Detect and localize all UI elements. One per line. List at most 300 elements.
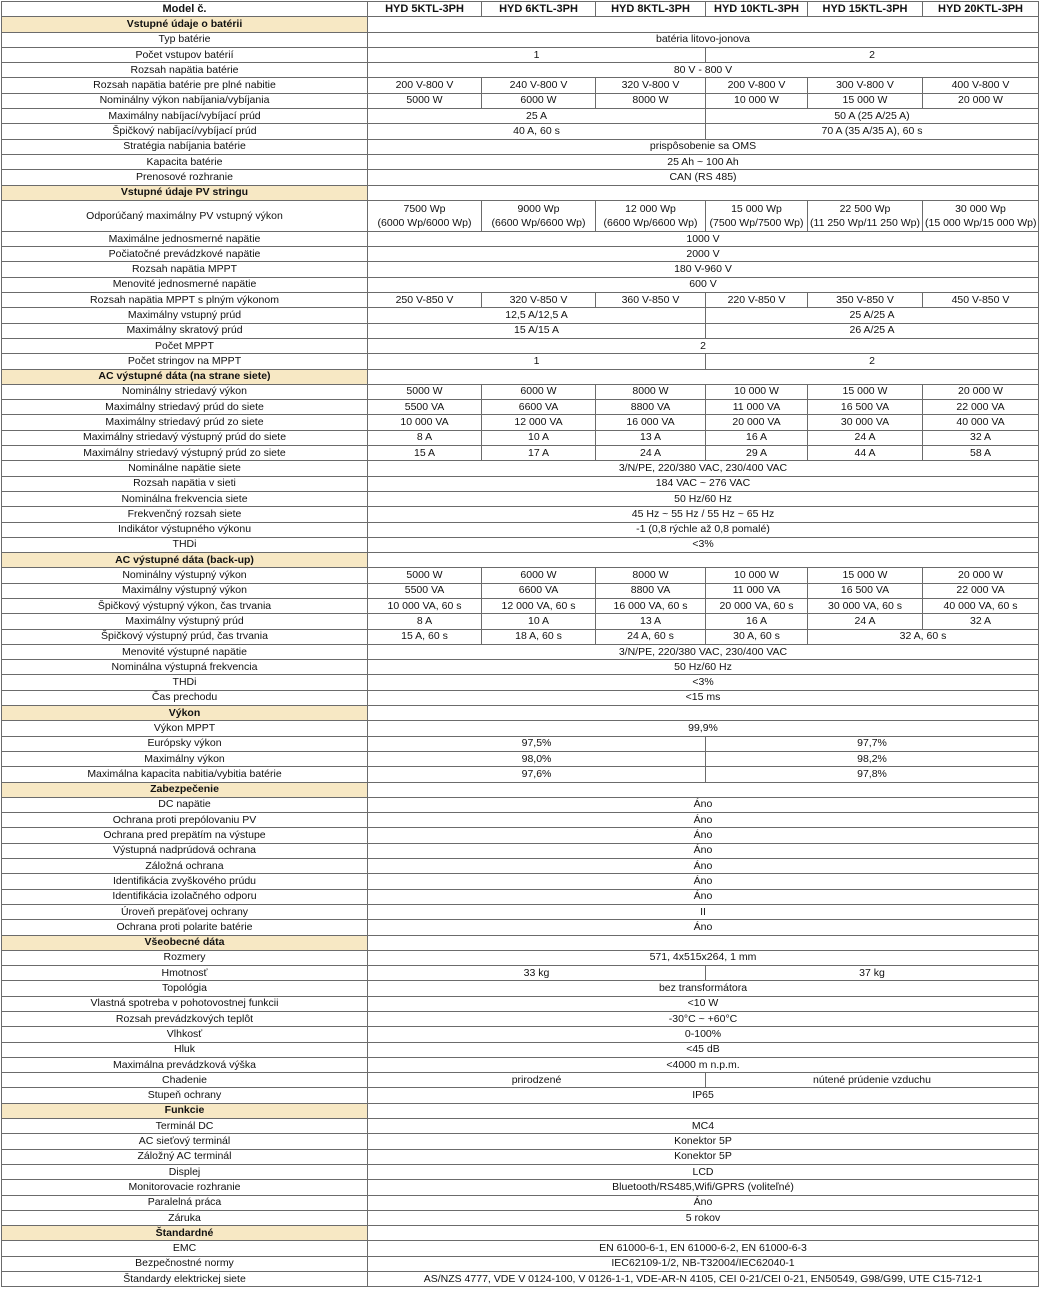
spec-row <box>2 629 1039 644</box>
spec-value: Áno <box>368 920 1039 935</box>
spec-label: Špičkový výstupný výkon, čas trvania <box>2 598 368 613</box>
spec-row <box>2 950 1039 965</box>
spec-value-line1: 30 000 Wp <box>955 202 1006 215</box>
spec-row <box>2 124 1039 139</box>
section-header-row <box>2 17 1039 32</box>
spec-value: 10 A <box>482 430 596 445</box>
spec-value: 16 A <box>706 614 808 629</box>
spec-row <box>2 247 1039 262</box>
spec-row <box>2 660 1039 675</box>
spec-row <box>2 338 1039 353</box>
model-label-header: Model č. <box>2 2 368 17</box>
spec-value <box>808 200 923 231</box>
spec-value: Áno <box>368 797 1039 812</box>
spec-value: <10 W <box>368 996 1039 1011</box>
spec-value: 250 V-850 V <box>368 293 482 308</box>
spec-value: 24 A <box>596 446 706 461</box>
spec-label: Maximálny skratový prúd <box>2 323 368 338</box>
spec-value: 360 V-850 V <box>596 293 706 308</box>
spec-label: Rozsah napätia MPPT <box>2 262 368 277</box>
spec-value: 400 V-800 V <box>923 78 1039 93</box>
spec-value: 50 Hz/60 Hz <box>368 491 1039 506</box>
section-filler <box>368 935 1039 950</box>
spec-label: Výkon MPPT <box>2 721 368 736</box>
section-title: Zabezpečenie <box>2 782 368 797</box>
section-title: Funkcie <box>2 1103 368 1118</box>
spec-label: Maximálna kapacita nabitia/vybitia batérie <box>2 767 368 782</box>
section-header-row <box>2 185 1039 200</box>
header-row <box>2 2 1039 17</box>
spec-value: 8000 W <box>596 93 706 108</box>
spec-value: <15 ms <box>368 690 1039 705</box>
spec-row <box>2 1180 1039 1195</box>
spec-label: DC napätie <box>2 797 368 812</box>
spec-value <box>482 200 596 231</box>
spec-row <box>2 1073 1039 1088</box>
spec-row <box>2 323 1039 338</box>
spec-value: 22 000 VA <box>923 583 1039 598</box>
spec-row <box>2 63 1039 78</box>
spec-value: <4000 m n.p.m. <box>368 1057 1039 1072</box>
spec-value: -30°C ~ +60°C <box>368 1012 1039 1027</box>
spec-label: Hmotnosť <box>2 966 368 981</box>
spec-value: Konektor 5P <box>368 1149 1039 1164</box>
spec-row <box>2 797 1039 812</box>
spec-value: 32 A <box>923 430 1039 445</box>
spec-value: 24 A, 60 s <box>596 629 706 644</box>
spec-value: 97,5% <box>368 736 706 751</box>
spec-value: 97,7% <box>706 736 1039 751</box>
spec-row <box>2 293 1039 308</box>
spec-value: 10 000 W <box>706 384 808 399</box>
spec-label: Maximálny striedavý výstupný prúd do siete <box>2 430 368 445</box>
spec-row <box>2 889 1039 904</box>
spec-label: Maximálny výstupný prúd <box>2 614 368 629</box>
spec-value: 11 000 VA <box>706 400 808 415</box>
spec-row <box>2 721 1039 736</box>
spec-value: 300 V-800 V <box>808 78 923 93</box>
spec-row <box>2 154 1039 169</box>
spec-value: IEC62109-1/2, NB-T32004/IEC62040-1 <box>368 1256 1039 1271</box>
spec-value: 25 Ah ~ 100 Ah <box>368 154 1039 169</box>
spec-row <box>2 583 1039 598</box>
spec-row <box>2 47 1039 62</box>
spec-row <box>2 1088 1039 1103</box>
spec-value: 58 A <box>923 446 1039 461</box>
spec-value: bez transformátora <box>368 981 1039 996</box>
spec-row <box>2 644 1039 659</box>
spec-value: <45 dB <box>368 1042 1039 1057</box>
spec-value: 1000 V <box>368 231 1039 246</box>
spec-row <box>2 690 1039 705</box>
section-filler <box>368 185 1039 200</box>
spec-value: 2 <box>706 47 1039 62</box>
spec-value: 11 000 VA <box>706 583 808 598</box>
spec-label: Ochrana proti prepólovaniu PV <box>2 813 368 828</box>
spec-value: 1 <box>368 47 706 62</box>
spec-label: AC sieťový terminál <box>2 1134 368 1149</box>
spec-label: Nominálna frekvencia siete <box>2 491 368 506</box>
spec-row <box>2 736 1039 751</box>
spec-label: Terminál DC <box>2 1119 368 1134</box>
spec-value <box>596 200 706 231</box>
spec-value: 10 000 VA <box>368 415 482 430</box>
section-filler <box>368 17 1039 32</box>
spec-row <box>2 231 1039 246</box>
spec-value: 16 000 VA <box>596 415 706 430</box>
spec-value: 5000 W <box>368 384 482 399</box>
spec-value-line1: 12 000 Wp <box>625 202 676 215</box>
spec-value: 220 V-850 V <box>706 293 808 308</box>
spec-label: Maximálny výstupný výkon <box>2 583 368 598</box>
section-title: Výkon <box>2 706 368 721</box>
spec-value: 98,0% <box>368 751 706 766</box>
spec-label: Prenosové rozhranie <box>2 170 368 185</box>
spec-label: Menovité výstupné napätie <box>2 644 368 659</box>
spec-value: 200 V-800 V <box>706 78 808 93</box>
spec-value: 24 A <box>808 614 923 629</box>
spec-row <box>2 537 1039 552</box>
spec-row <box>2 522 1039 537</box>
spec-label: Ochrana pred prepätím na výstupe <box>2 828 368 843</box>
spec-label: Hluk <box>2 1042 368 1057</box>
spec-value: 10 000 VA, 60 s <box>368 598 482 613</box>
spec-value: 10 000 W <box>706 93 808 108</box>
spec-table <box>1 1 1039 1287</box>
spec-label: Čas prechodu <box>2 690 368 705</box>
spec-label: Maximálny striedavý výstupný prúd zo siete <box>2 446 368 461</box>
spec-value: 97,8% <box>706 767 1039 782</box>
spec-label: Štandardy elektrickej siete <box>2 1272 368 1287</box>
spec-value: 18 A, 60 s <box>482 629 596 644</box>
spec-value: 40 A, 60 s <box>368 124 706 139</box>
section-title: Všeobecné dáta <box>2 935 368 950</box>
spec-label: Maximálne jednosmerné napätie <box>2 231 368 246</box>
spec-row <box>2 139 1039 154</box>
spec-value-line2: (6000 Wp/6000 Wp) <box>377 216 472 229</box>
spec-row <box>2 920 1039 935</box>
spec-row <box>2 675 1039 690</box>
spec-label: Vlastná spotreba v pohotovostnej funkcii <box>2 996 368 1011</box>
spec-row <box>2 1164 1039 1179</box>
spec-label: Stratégia nabíjania batérie <box>2 139 368 154</box>
spec-value: 30 A, 60 s <box>706 629 808 644</box>
spec-value: 320 V-850 V <box>482 293 596 308</box>
spec-value: nútené prúdenie vzduchu <box>706 1073 1039 1088</box>
spec-value: 40 000 VA, 60 s <box>923 598 1039 613</box>
spec-value: 350 V-850 V <box>808 293 923 308</box>
spec-row <box>2 476 1039 491</box>
spec-value-line1: 9000 Wp <box>517 202 560 215</box>
spec-row <box>2 874 1039 889</box>
spec-row <box>2 843 1039 858</box>
spec-label: Nominálny striedavý výkon <box>2 384 368 399</box>
spec-value: 32 A <box>923 614 1039 629</box>
spec-value: 6600 VA <box>482 583 596 598</box>
spec-value: 5500 VA <box>368 400 482 415</box>
spec-label: Špičkový výstupný prúd, čas trvania <box>2 629 368 644</box>
spec-value: 20 000 VA, 60 s <box>706 598 808 613</box>
spec-row <box>2 93 1039 108</box>
spec-value: Konektor 5P <box>368 1134 1039 1149</box>
spec-value: 15 000 W <box>808 93 923 108</box>
spec-label: Maximálna prevádzková výška <box>2 1057 368 1072</box>
spec-label: Stupeň ochrany <box>2 1088 368 1103</box>
spec-label: Bezpečnostné normy <box>2 1256 368 1271</box>
spec-label: Počet stringov na MPPT <box>2 354 368 369</box>
spec-row <box>2 1210 1039 1225</box>
spec-row <box>2 400 1039 415</box>
spec-label: Paralelná práca <box>2 1195 368 1210</box>
model-header-6: HYD 20KTL-3PH <box>923 2 1039 17</box>
spec-value: 6000 W <box>482 93 596 108</box>
spec-row <box>2 904 1039 919</box>
spec-value: 8800 VA <box>596 583 706 598</box>
spec-label: Frekvenčný rozsah siete <box>2 507 368 522</box>
spec-value: 20 000 W <box>923 93 1039 108</box>
spec-row <box>2 262 1039 277</box>
spec-label: Displej <box>2 1164 368 1179</box>
spec-value: 0-100% <box>368 1027 1039 1042</box>
spec-row <box>2 813 1039 828</box>
spec-row <box>2 32 1039 47</box>
spec-label: Typ batérie <box>2 32 368 47</box>
spec-value: CAN (RS 485) <box>368 170 1039 185</box>
spec-row <box>2 1256 1039 1271</box>
spec-row <box>2 170 1039 185</box>
section-title: Vstupné údaje PV stringu <box>2 185 368 200</box>
spec-value: 12 000 VA <box>482 415 596 430</box>
spec-label: Počet MPPT <box>2 338 368 353</box>
spec-value <box>706 200 808 231</box>
spec-label: Chadenie <box>2 1073 368 1088</box>
spec-value: 8 A <box>368 430 482 445</box>
spec-value: AS/NZS 4777, VDE V 0124-100, V 0126-1-1, VDE-AR-N 4105, CEI 0-21/CEI 0-21, EN50549, G98/G99, UTE C15-712-1 <box>368 1272 1039 1287</box>
section-filler <box>368 1103 1039 1118</box>
spec-label: Monitorovacie rozhranie <box>2 1180 368 1195</box>
section-title: Štandardné <box>2 1226 368 1241</box>
spec-value: 8000 W <box>596 568 706 583</box>
spec-value: 50 Hz/60 Hz <box>368 660 1039 675</box>
spec-row <box>2 1241 1039 1256</box>
spec-value: <3% <box>368 675 1039 690</box>
spec-value: 15 A <box>368 446 482 461</box>
spec-value: batéria litovo-jonova <box>368 32 1039 47</box>
spec-value: Áno <box>368 843 1039 858</box>
spec-label: Kapacita batérie <box>2 154 368 169</box>
spec-label: Rozsah prevádzkových teplôt <box>2 1012 368 1027</box>
spec-value: 320 V-800 V <box>596 78 706 93</box>
section-title: AC výstupné dáta (back-up) <box>2 553 368 568</box>
spec-label: Úroveň prepäťovej ochrany <box>2 904 368 919</box>
spec-value: 15 A/15 A <box>368 323 706 338</box>
spec-value-line1: 15 000 Wp <box>731 202 782 215</box>
spec-label: Počiatočné prevádzkové napätie <box>2 247 368 262</box>
spec-label: THDi <box>2 537 368 552</box>
spec-value: 2000 V <box>368 247 1039 262</box>
spec-label: EMC <box>2 1241 368 1256</box>
spec-row <box>2 507 1039 522</box>
spec-value: EN 61000-6-1, EN 61000-6-2, EN 61000-6-3 <box>368 1241 1039 1256</box>
spec-value: 13 A <box>596 430 706 445</box>
spec-body <box>2 17 1039 1287</box>
spec-value: 6000 W <box>482 568 596 583</box>
spec-value: 50 A (25 A/25 A) <box>706 109 1039 124</box>
spec-row <box>2 598 1039 613</box>
spec-value: 24 A <box>808 430 923 445</box>
spec-value: 15 A, 60 s <box>368 629 482 644</box>
spec-value: 20 000 W <box>923 568 1039 583</box>
spec-label: Záruka <box>2 1210 368 1225</box>
spec-label: Záložný AC terminál <box>2 1149 368 1164</box>
section-filler <box>368 782 1039 797</box>
spec-row <box>2 1134 1039 1149</box>
spec-label: Nominálny výstupný výkon <box>2 568 368 583</box>
spec-row <box>2 415 1039 430</box>
model-header-2: HYD 6KTL-3PH <box>482 2 596 17</box>
spec-label: Výstupná nadprúdová ochrana <box>2 843 368 858</box>
spec-value: 98,2% <box>706 751 1039 766</box>
spec-label: Topológia <box>2 981 368 996</box>
section-title: AC výstupné dáta (na strane siete) <box>2 369 368 384</box>
spec-label: Maximálny striedavý prúd zo siete <box>2 415 368 430</box>
spec-value: 2 <box>368 338 1039 353</box>
spec-label: Maximálny výkon <box>2 751 368 766</box>
section-filler <box>368 369 1039 384</box>
spec-value: 16 500 VA <box>808 583 923 598</box>
model-header-1: HYD 5KTL-3PH <box>368 2 482 17</box>
spec-value: 32 A, 60 s <box>808 629 1039 644</box>
spec-value: 29 A <box>706 446 808 461</box>
spec-label: Rozsah napätia batérie <box>2 63 368 78</box>
spec-row <box>2 1195 1039 1210</box>
spec-value: Áno <box>368 1195 1039 1210</box>
spec-value: IP65 <box>368 1088 1039 1103</box>
model-header-3: HYD 8KTL-3PH <box>596 2 706 17</box>
spec-value: 15 000 W <box>808 568 923 583</box>
spec-label: Maximálny vstupný prúd <box>2 308 368 323</box>
spec-value: 16 500 VA <box>808 400 923 415</box>
spec-row <box>2 614 1039 629</box>
spec-value: 25 A/25 A <box>706 308 1039 323</box>
spec-label: Maximálny nabíjací/vybíjací prúd <box>2 109 368 124</box>
spec-value: 180 V-960 V <box>368 262 1039 277</box>
spec-row <box>2 1042 1039 1057</box>
spec-value: 184 VAC ~ 276 VAC <box>368 476 1039 491</box>
spec-value: 2 <box>706 354 1039 369</box>
spec-value: 26 A/25 A <box>706 323 1039 338</box>
spec-value: 6000 W <box>482 384 596 399</box>
section-header-row <box>2 553 1039 568</box>
spec-label: Rozmery <box>2 950 368 965</box>
section-filler <box>368 553 1039 568</box>
section-header-row <box>2 706 1039 721</box>
spec-value: 5500 VA <box>368 583 482 598</box>
spec-row <box>2 996 1039 1011</box>
spec-value: 30 000 VA <box>808 415 923 430</box>
spec-row <box>2 828 1039 843</box>
spec-value: -1 (0,8 rýchle až 0,8 pomalé) <box>368 522 1039 537</box>
spec-row <box>2 461 1039 476</box>
spec-value <box>368 200 482 231</box>
spec-value-line2: (6600 Wp/6600 Wp) <box>603 216 698 229</box>
spec-value: 33 kg <box>368 966 706 981</box>
spec-value: 12,5 A/12,5 A <box>368 308 706 323</box>
spec-label: Ochrana proti polarite batérie <box>2 920 368 935</box>
spec-label: Rozsah napätia v sieti <box>2 476 368 491</box>
spec-row <box>2 78 1039 93</box>
spec-value: LCD <box>368 1164 1039 1179</box>
section-header-row <box>2 782 1039 797</box>
spec-value: 20 000 W <box>923 384 1039 399</box>
spec-value: 20 000 VA <box>706 415 808 430</box>
spec-value: 16 A <box>706 430 808 445</box>
section-header-row <box>2 369 1039 384</box>
spec-value: <3% <box>368 537 1039 552</box>
spec-row <box>2 354 1039 369</box>
spec-value: 25 A <box>368 109 706 124</box>
spec-value: 6600 VA <box>482 400 596 415</box>
spec-label: Vlhkosť <box>2 1027 368 1042</box>
spec-label: Odporúčaný maximálny PV vstupný výkon <box>2 200 368 231</box>
spec-value: 15 000 W <box>808 384 923 399</box>
spec-value: prirodzené <box>368 1073 706 1088</box>
spec-row <box>2 430 1039 445</box>
spec-value: prispôsobenie sa OMS <box>368 139 1039 154</box>
spec-value: 5 rokov <box>368 1210 1039 1225</box>
spec-value: 80 V - 800 V <box>368 63 1039 78</box>
spec-row <box>2 1119 1039 1134</box>
spec-value: 44 A <box>808 446 923 461</box>
spec-row <box>2 966 1039 981</box>
spec-value: Áno <box>368 859 1039 874</box>
section-header-row <box>2 1226 1039 1241</box>
spec-row <box>2 308 1039 323</box>
spec-label: Menovité jednosmerné napätie <box>2 277 368 292</box>
spec-value: MC4 <box>368 1119 1039 1134</box>
spec-value-line2: (6600 Wp/6600 Wp) <box>491 216 586 229</box>
spec-value: 3/N/PE, 220/380 VAC, 230/400 VAC <box>368 461 1039 476</box>
spec-row <box>2 200 1039 231</box>
spec-label: Európsky výkon <box>2 736 368 751</box>
spec-row <box>2 1012 1039 1027</box>
spec-label: Nominálne napätie siete <box>2 461 368 476</box>
spec-value: 10 000 W <box>706 568 808 583</box>
spec-row <box>2 1057 1039 1072</box>
model-header-5: HYD 15KTL-3PH <box>808 2 923 17</box>
spec-row <box>2 859 1039 874</box>
spec-value: 200 V-800 V <box>368 78 482 93</box>
spec-value: 8000 W <box>596 384 706 399</box>
spec-label: THDi <box>2 675 368 690</box>
spec-row <box>2 981 1039 996</box>
spec-label: Špičkový nabíjací/vybíjací prúd <box>2 124 368 139</box>
spec-value: 45 Hz ~ 55 Hz / 55 Hz ~ 65 Hz <box>368 507 1039 522</box>
spec-label: Nominálna výstupná frekvencia <box>2 660 368 675</box>
spec-value: II <box>368 904 1039 919</box>
spec-value: 12 000 VA, 60 s <box>482 598 596 613</box>
spec-label: Rozsah napätia batérie pre plné nabitie <box>2 78 368 93</box>
spec-value: Áno <box>368 889 1039 904</box>
spec-label: Maximálny striedavý prúd do siete <box>2 400 368 415</box>
spec-label: Indikátor výstupného výkonu <box>2 522 368 537</box>
spec-label: Záložná ochrana <box>2 859 368 874</box>
spec-row <box>2 491 1039 506</box>
spec-value-line1: 7500 Wp <box>403 202 446 215</box>
section-header-row <box>2 935 1039 950</box>
spec-value: 30 000 VA, 60 s <box>808 598 923 613</box>
spec-row <box>2 109 1039 124</box>
